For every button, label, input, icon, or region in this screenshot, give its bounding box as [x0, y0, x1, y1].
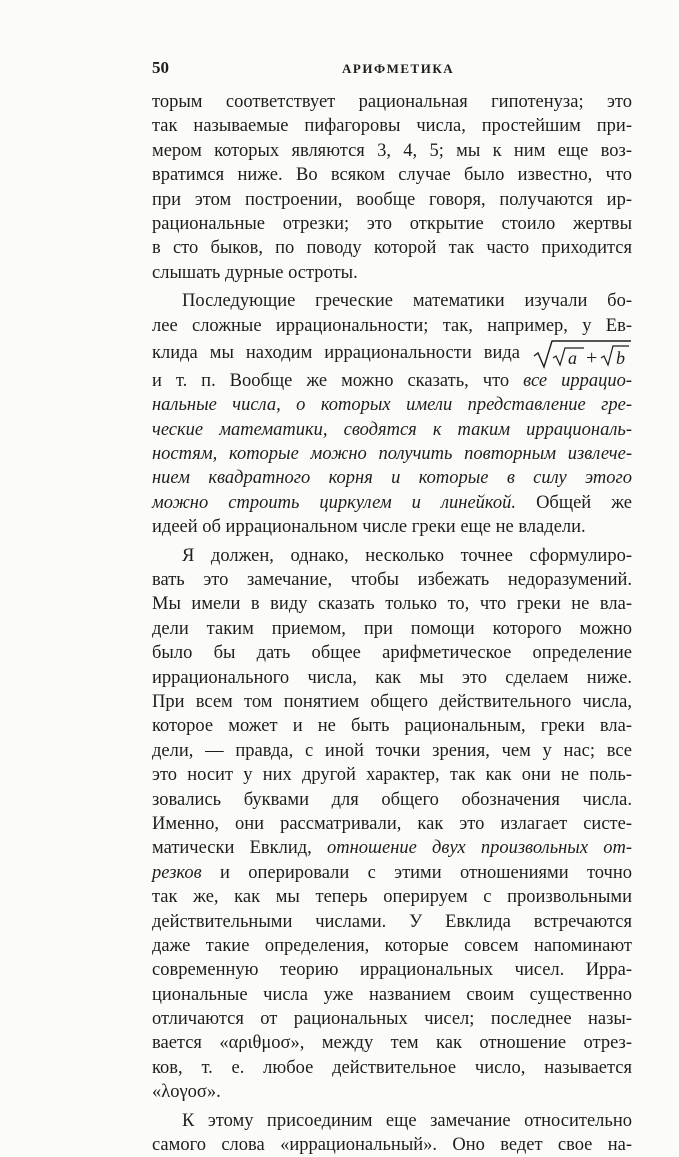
text-line: так же, как мы теперь оперируем с произвольными	[152, 887, 632, 908]
text-line: иррационального числа, как мы это сделаем ниже.	[152, 667, 632, 688]
text-line: зовались буквами для общего обозначения числа.	[152, 789, 632, 810]
paragraph-2	[152, 289, 632, 540]
text-line: так называемые пифагоровы числа, простейшим при-	[152, 116, 632, 137]
text-line: При всем том понятием общего действительного числа,	[152, 691, 632, 712]
text-line: рациональные отрезки; это открытие стоило жертвы	[152, 213, 632, 234]
paragraph-1	[152, 90, 632, 285]
formula-var-b: b	[616, 347, 626, 368]
text-line: Я должен, однако, несколько точнее сформулиро-	[182, 545, 632, 566]
formula-plus: +	[586, 346, 598, 369]
text-line: ностям, которые можно получить повторным извлече-	[152, 444, 632, 465]
text-line: вать это замечание, чтобы избежать недоразумений.	[152, 570, 632, 591]
text-line: это носит у них другой характер, так как они не поль-	[152, 765, 632, 786]
running-head: АРИФМЕТИКА	[342, 61, 455, 76]
nested-radical-formula	[532, 339, 632, 369]
text-line: клида мы находим иррациональности вида a + b	[152, 338, 632, 369]
text-line: и т. п. Вообще же можно сказать, что все иррацио-	[152, 370, 633, 391]
text-line: действительными числами. У Евклида встречаются	[152, 911, 632, 932]
text-line: отличаются от рациональных чисел; последнее назы-	[152, 1009, 632, 1030]
text-line: торым соответствует рациональная гипотенуза; это	[152, 92, 632, 112]
text-line: идеей об иррациональном числе греки еще не владели.	[152, 517, 586, 538]
text-line: Именно, они рассматривали, как это излагает систе-	[152, 813, 632, 834]
text-line: современную теорию иррациональных чисел. Ирра-	[152, 960, 632, 981]
text-line: самого слова «иррациональный». Оно ведет свое на-	[152, 1135, 632, 1156]
text-line: резков и оперировали с этими отношениями точно	[152, 862, 633, 883]
text-line: даже такие определения, которые совсем напоминают	[152, 935, 632, 956]
formula-var-a: a	[568, 347, 578, 368]
text-line: «λογοσ».	[152, 1082, 221, 1103]
text-line: мером которых являются 3, 4, 5; мы к ним еще воз-	[152, 140, 632, 161]
text-line: дели таким приемом, при помощи которого можно	[152, 618, 632, 639]
text-line: было бы дать общее арифметическое определение	[152, 643, 632, 664]
text-line: К этому присоединим еще замечание относительно	[182, 1110, 632, 1131]
text-line: которое может и не быть рациональным, греки вла-	[152, 716, 632, 737]
text-line: ков, т. е. любое действительное число, называется	[152, 1057, 632, 1078]
text-line: при этом построении, вообще говоря, получаются ир-	[152, 189, 632, 210]
text-line: Мы имели в виду сказать только то, что греки не вла-	[152, 594, 632, 615]
text-line: лее сложные иррациональности; так, например, у Ев-	[152, 315, 632, 336]
text-line: ческие математики, сводятся к таким иррациональ-	[152, 419, 632, 440]
text-line: циональные числа уже названием своим существенно	[152, 984, 632, 1005]
text-line: слышать дурные остроты.	[152, 262, 358, 283]
page-number: 50	[152, 58, 169, 77]
text-line: дели, — правда, с иной точки зрения, чем у нас; все	[152, 740, 632, 761]
text-line: матически Евклид, отношение двух произвольных от-	[152, 838, 633, 859]
body-text	[152, 90, 632, 1157]
text-line: Последующие греческие математики изучали бо-	[182, 291, 632, 312]
text-line: нием квадратного корня и которые в силу этого	[152, 468, 632, 489]
text-line: можно строить циркулем и линейкой. Общей же	[152, 492, 632, 513]
text-line: вается «αριθμοσ», между тем как отношение отрез-	[152, 1033, 632, 1054]
paragraph-4	[152, 1109, 632, 1157]
paragraph-3	[152, 544, 632, 1105]
page-header	[0, 58, 679, 80]
text-line: в сто быков, по поводу которой так часто приходится	[152, 238, 632, 259]
text-line: вратимся ниже. Во всяком случае было известно, что	[152, 165, 632, 186]
text-line: нальные числа, о которых имели представление гре-	[152, 395, 632, 416]
